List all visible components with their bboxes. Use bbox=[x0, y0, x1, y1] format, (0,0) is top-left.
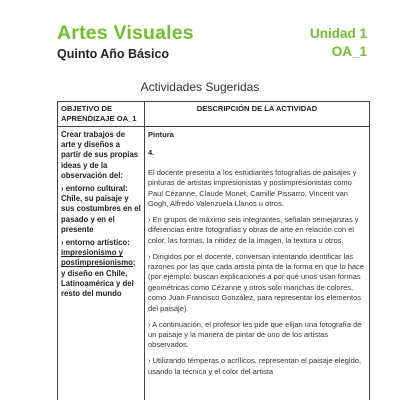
activities-table bbox=[57, 101, 370, 400]
impresionismo-link[interactable]: impresionismo y bbox=[61, 248, 123, 258]
document-header bbox=[57, 22, 367, 62]
section-title: Actividades Sugeridas bbox=[140, 80, 260, 94]
description-column-header: DESCRIPCIÓN DE LA ACTIVIDAD bbox=[145, 102, 370, 127]
objective-intro: Crear trabajos de arte y diseños a partir de sus propias ideas y de la observación del: bbox=[61, 130, 139, 180]
activity-paragraph: El docente presenta a los estudiantes fotografías de paisajes y pinturas de artistas impresionistas y postimpresionistas como Paul Cézanne, Claude Monet, Camille Pissarro, Vincent van Gogh, Alfredo Valenzuela Llanos u otros. bbox=[148, 167, 357, 209]
postimpresionismo-link[interactable]: postimpresionismo bbox=[61, 258, 133, 268]
activity-category: Pintura bbox=[148, 130, 174, 139]
table-header-row bbox=[58, 102, 370, 127]
objective-item-artistic-prefix: › entorno artístico: bbox=[61, 238, 130, 248]
objective-item-cultural: › entorno cultural: Chile, su paisaje y sus costumbres en el pasado y en el presente bbox=[61, 184, 141, 234]
objective-item-artistic bbox=[61, 238, 141, 299]
activity-number: 4. bbox=[148, 148, 155, 158]
activity-cell bbox=[145, 127, 370, 400]
subject-title: Artes Visuales bbox=[57, 22, 194, 44]
table-row bbox=[58, 127, 370, 400]
activity-paragraph: › Utilizando témperas o acrílicos, representan el paisaje elegido, usando la técnica y el color del artista bbox=[148, 356, 362, 376]
objective-cell bbox=[58, 127, 145, 400]
activity-paragraph: › En grupos de máximo seis integrantes, señalan semejanzas y diferencias entre fotografías y obras de arte en relación con el color, las formas, la nitidez de la imagen, la textura u otros. bbox=[148, 214, 359, 245]
activity-paragraph: › Dirigidos por el docente, conversan intentando identificar las razones por las que cada artista pinta de la forma en que lo hace (por ejemplo: buscan explicaciones a por qué unos usan formas geométricas como Cézanne y otros solo manchas de colores, como Juan Francisco González, para representar los elementos del paisaje). bbox=[148, 251, 364, 313]
objective-item-artistic-suffix: ; y diseño en Chile, Latinoamérica y del resto del mundo bbox=[61, 258, 136, 299]
grade-level: Quinto Año Básico bbox=[57, 47, 170, 61]
unit-label: Unidad 1 bbox=[309, 26, 367, 41]
activity-paragraph: › A continuación, el profesor les pide que elijan una fotografía de un paisaje y la manera de pintar de uno de los artistas observados. bbox=[148, 319, 362, 350]
objective-column-header: OBJETIVO DE APRENDIZAJE OA_1 bbox=[58, 102, 145, 127]
objective-code: OA_1 bbox=[331, 44, 367, 59]
